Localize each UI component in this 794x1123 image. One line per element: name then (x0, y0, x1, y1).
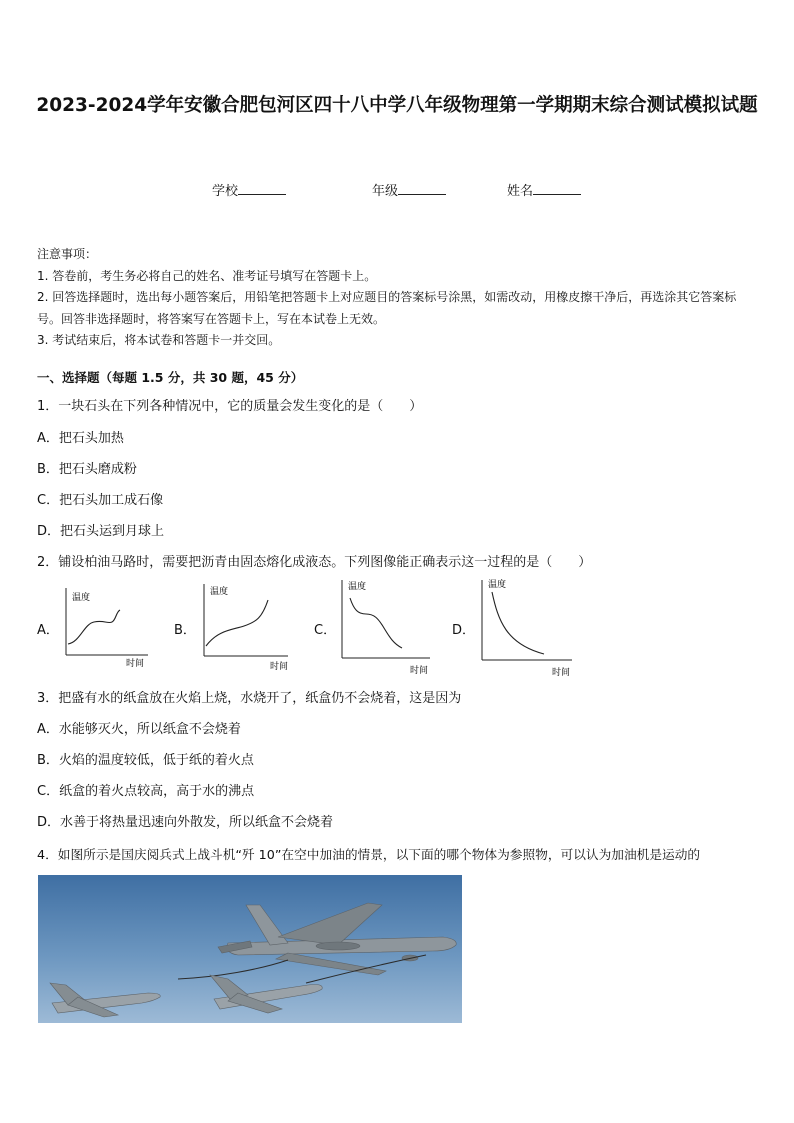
graph-b-xlabel: 时间 (270, 662, 289, 672)
graph-a-xlabel: 时间 (126, 659, 145, 669)
notes-heading: 注意事项： (37, 247, 98, 261)
note-item: 1. 答卷前，考生务必将自己的姓名、准考证号填写在答题卡上。 (37, 268, 377, 283)
graph-b[interactable] (196, 580, 296, 672)
graph-c-xlabel: 时间 (410, 666, 429, 676)
graph-b-ylabel: 温度 (210, 587, 229, 597)
school-blank[interactable] (238, 182, 286, 195)
q3-option-d[interactable]: D．水善于将热量迅速向外散发，所以纸盒不会烧着 (37, 815, 334, 830)
name-blank[interactable] (533, 182, 581, 195)
section-heading: 一、选择题（每题 1.5 分，共 30 题，45 分） (37, 370, 304, 385)
name-label: 姓名 (507, 184, 534, 199)
question-1-stem: 1．一块石头在下列各种情况中，它的质量会发生变化的是（ ） (37, 399, 423, 414)
graph-d-ylabel: 温度 (488, 580, 507, 590)
graph-d-curve (492, 592, 544, 654)
aerial-refueling-photo (38, 875, 462, 1023)
school-label: 学校 (212, 184, 239, 199)
graph-d[interactable] (474, 576, 576, 678)
exam-title: 2023-2024学年安徽合肥包河区四十八中学八年级物理第一学期期末综合测试模拟试题 (36, 95, 758, 116)
graph-c[interactable] (334, 576, 434, 676)
q1-option-b[interactable]: B．把石头磨成粉 (37, 462, 137, 477)
grade-blank[interactable] (398, 182, 446, 195)
q3-option-b[interactable]: B．火焰的温度较低，低于纸的着火点 (37, 753, 254, 768)
q3-option-c[interactable]: C．纸盒的着火点较高，高于水的沸点 (37, 784, 255, 799)
question-4-stem: 4．如图所示是国庆阅兵式上战斗机“歼 10”在空中加油的情景，以下面的哪个物体为参照物，可以认为加油机是运动的 (37, 847, 701, 862)
question-3-stem: 3．把盛有水的纸盒放在火焰上烧，水烧开了，纸盒仍不会烧着，这是因为 (37, 691, 462, 706)
graph-c-curve (350, 598, 402, 648)
q1-option-d[interactable]: D．把石头运到月球上 (37, 524, 165, 539)
q3-option-a[interactable]: A．水能够灭火，所以纸盒不会烧着 (37, 722, 241, 737)
graph-b-curve (206, 600, 268, 646)
graph-a-curve (68, 610, 120, 644)
notes-block (37, 244, 759, 352)
school-field (212, 180, 286, 199)
grade-field (372, 180, 446, 199)
name-field (507, 180, 581, 199)
graph-d-xlabel: 时间 (552, 668, 571, 678)
q2-option-b[interactable]: B． (174, 623, 196, 638)
note-item: 2. 回答选择题时，选出每小题答案后，用铅笔把答题卡上对应题目的答案标号涂黑，如需改动，用橡皮擦干净后，再选涂其它答案标号。回答非选择题时，将答案写在答题卡上，写在本试卷上无效。 (37, 290, 737, 326)
q1-option-c[interactable]: C．把石头加工成石像 (37, 493, 164, 508)
q2-option-c[interactable]: C． (314, 623, 337, 638)
graph-a[interactable] (58, 584, 158, 670)
q2-option-d[interactable]: D． (452, 623, 476, 638)
question-2-stem: 2．铺设柏油马路时，需要把沥青由固态熔化成液态。下列图像能正确表示这一过程的是（ ） (37, 555, 592, 570)
q2-option-a[interactable]: A． (37, 623, 59, 638)
note-item: 3. 考试结束后，将本试卷和答题卡一并交回。 (37, 333, 281, 347)
q1-option-a[interactable]: A．把石头加热 (37, 431, 124, 446)
graph-a-ylabel: 温度 (72, 593, 91, 603)
graph-c-ylabel: 温度 (348, 582, 367, 592)
grade-label: 年级 (372, 184, 399, 199)
